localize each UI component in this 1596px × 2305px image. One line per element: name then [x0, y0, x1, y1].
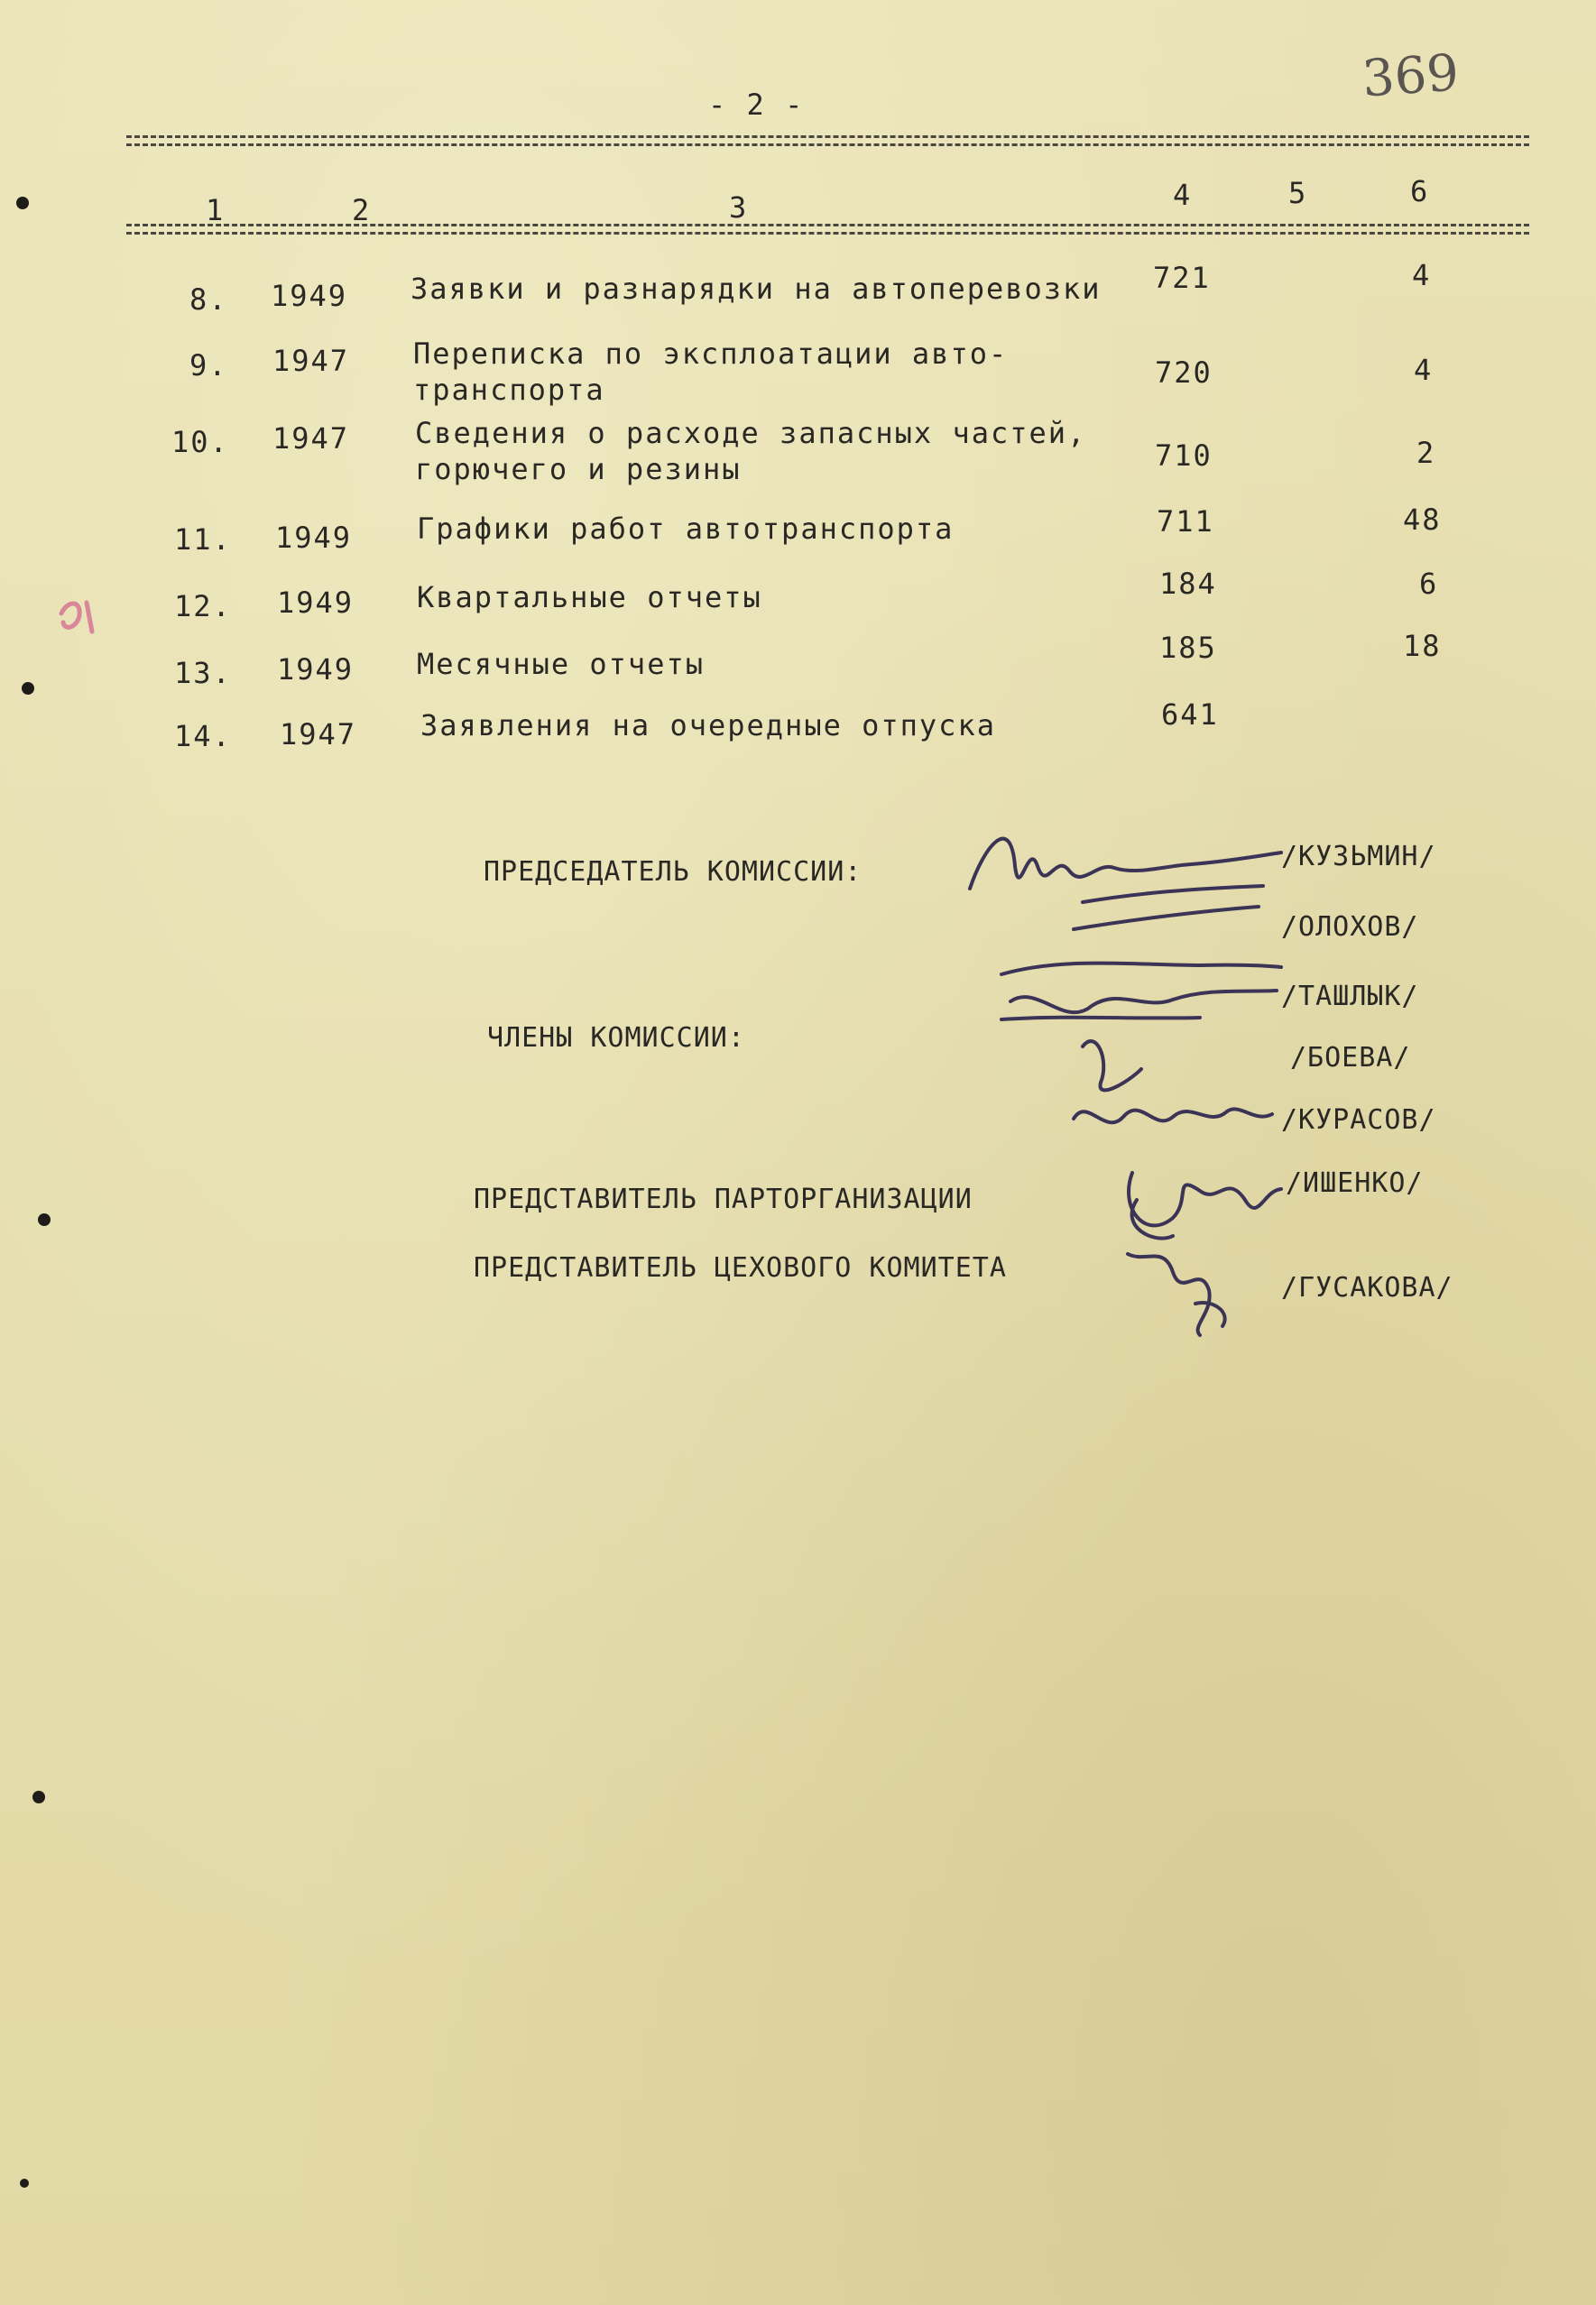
row-number: 12.	[174, 589, 232, 623]
party-label: ПРЕДСТАВИТЕЛЬ ПАРТОРГАНИЗАЦИИ	[474, 1184, 973, 1215]
column-header-4: 4	[1173, 178, 1193, 212]
row-title: Графики работ автотранспорта	[417, 512, 955, 546]
chairman-name: /КУЗЬМИН/	[1281, 841, 1436, 872]
column-header-5: 5	[1288, 176, 1308, 210]
row-number: 13.	[174, 656, 232, 690]
row-title: Квартальные отчеты	[417, 580, 762, 614]
members-label: ЧЛЕНЫ КОМИССИИ:	[487, 1022, 745, 1054]
row-col6: 18	[1403, 629, 1442, 663]
member-name: /ОЛОХОВ/	[1281, 911, 1419, 943]
row-year: 1947	[272, 344, 350, 378]
row-title: транспорта	[413, 373, 605, 407]
row-col4: 641	[1161, 697, 1219, 732]
row-col4: 711	[1157, 504, 1214, 539]
union-label: ПРЕДСТАВИТЕЛЬ ЦЕХОВОГО КОМИТЕТА	[474, 1252, 1007, 1284]
row-col6: 4	[1414, 353, 1434, 387]
row-number: 11.	[174, 522, 232, 557]
column-header-3: 3	[729, 190, 749, 225]
row-title: Переписка по эксплоатации авто-	[413, 337, 1009, 371]
row-year: 1947	[272, 421, 350, 456]
row-title: Заявки и разнарядки на автоперевозки	[411, 272, 1102, 306]
row-number: 10.	[171, 425, 229, 459]
party-name: /ИШЕНКО/	[1286, 1167, 1424, 1199]
row-col6: 6	[1419, 567, 1439, 601]
row-col4: 185	[1159, 631, 1217, 665]
row-number: 9.	[189, 348, 228, 383]
row-col6: 48	[1403, 502, 1442, 537]
row-title: Сведения о расходе запасных частей,	[415, 416, 1087, 450]
row-year: 1949	[275, 521, 353, 555]
member-name: /КУРАСОВ/	[1281, 1104, 1436, 1136]
chairman-label: ПРЕДСЕДАТЕЛЬ КОМИССИИ:	[484, 856, 863, 888]
row-year: 1949	[271, 279, 348, 313]
row-col4: 710	[1155, 438, 1213, 473]
row-col4: 720	[1155, 355, 1213, 390]
column-header-6: 6	[1410, 174, 1430, 208]
row-title: горючего и резины	[415, 452, 742, 486]
row-year: 1947	[280, 717, 357, 751]
page-number: - 2 -	[708, 88, 805, 122]
folio-number: 369	[1360, 43, 1462, 109]
column-header-2: 2	[352, 193, 372, 227]
row-title: Заявления на очередные отпуска	[420, 708, 996, 742]
row-year: 1949	[277, 585, 355, 620]
column-header-1: 1	[206, 193, 226, 227]
member-name: /ТАШЛЫК/	[1281, 981, 1419, 1012]
row-year: 1949	[277, 652, 355, 687]
row-col6: 4	[1412, 258, 1432, 292]
row-title: Месячные отчеты	[417, 647, 705, 681]
row-number: 8.	[189, 282, 228, 317]
row-col4: 184	[1159, 567, 1217, 601]
row-number: 14.	[174, 719, 232, 753]
row-col4: 721	[1153, 261, 1211, 295]
member-name: /БОЕВА/	[1290, 1042, 1411, 1074]
union-name: /ГУСАКОВА/	[1281, 1272, 1453, 1304]
row-col6: 2	[1416, 436, 1436, 470]
